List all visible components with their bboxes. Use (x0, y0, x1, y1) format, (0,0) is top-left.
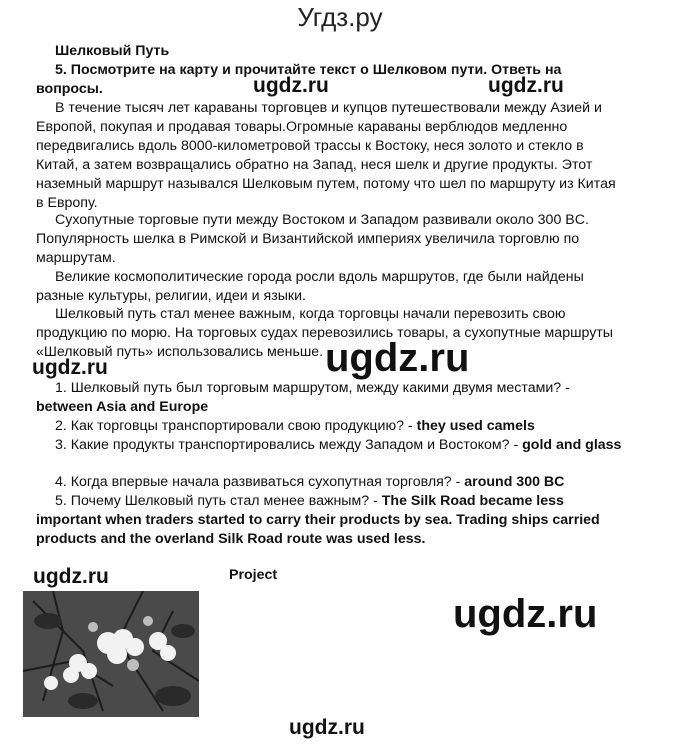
site-title: Угдз.ру (297, 2, 383, 32)
answer-text: around 300 BC (464, 474, 565, 490)
paragraph-2: Сухопутные торговые пути между Востоком и Западом развивали около 300 BC. Популярность шелка в Римской и Византийской империях увеличила торговлю по маршрутам. (36, 212, 589, 266)
question-2 (36, 417, 626, 436)
watermark: ugdz.ru (253, 74, 329, 97)
paragraph-4: Шелковый путь стал менее важным, когда торговцы начали перевозить свою продукцию по морю. На торговых судах перевозились товары, а сухопутные маршруты «Шелковый путь» использовались меньше. (36, 306, 613, 360)
watermark: ugdz.ru (289, 716, 365, 739)
question-text: 4. Когда впервые начала развиваться сухопутная торговля? - (55, 474, 465, 490)
answer-text: gold and glass (522, 437, 622, 453)
question-1 (36, 379, 626, 417)
question-text: 3. Какие продукты транспортировались между Западом и Востоком? - (55, 437, 523, 453)
watermark: ugdz.ru (33, 565, 109, 588)
cotton-plant-photo (23, 591, 199, 717)
watermark: ugdz.ru (488, 74, 564, 97)
watermark: ugdz.ru (453, 592, 598, 636)
project-label: Project (229, 567, 278, 583)
watermark: ugdz.ru (325, 336, 470, 380)
question-4 (36, 473, 626, 492)
answer-text: they used camels (416, 418, 535, 434)
paragraph-3: Великие космополитические города росли вдоль маршрутов, где были найдены разные культуры, религии, идеи и языки. (36, 269, 584, 304)
question-text: 2. Как торговцы транспортировали свою продукцию? - (55, 418, 417, 434)
paragraph-1: В течение тысяч лет караваны торговцев и купцов путешествовали между Азией и Европой, покупая и продавая товары.Огромные караваны верблюдов медленно передвигались вдоль 8000-километровой трассы к Востоку, неся золото и стекло в Китай, а затем возвращались обратно на Запад, неся шелк и другие продукты. Этот наземный маршрут назывался Шелковым путем, потому что шел по маршруту из Китая в Европу. (36, 100, 616, 211)
question-3 (36, 436, 626, 455)
question-text: 5. Почему Шелковый путь стал менее важным? - (55, 493, 382, 509)
question-5 (36, 492, 626, 549)
watermark: ugdz.ru (32, 356, 108, 379)
question-text: 1. Шелковый путь был торговым маршрутом, между какими двумя местами? - (55, 380, 570, 396)
answer-text: between Asia and Europe (36, 398, 209, 415)
answer-text: The Silk Road became less important when traders started to carry their products by sea. Trading ships carried products and the overland Silk Road route was used less. (36, 493, 600, 547)
section-heading: Шелковый Путь (55, 43, 170, 59)
task-instruction: 5. Посмотрите на карту и прочитайте текст о Шелковом пути. Ответь на вопросы. (36, 62, 562, 97)
